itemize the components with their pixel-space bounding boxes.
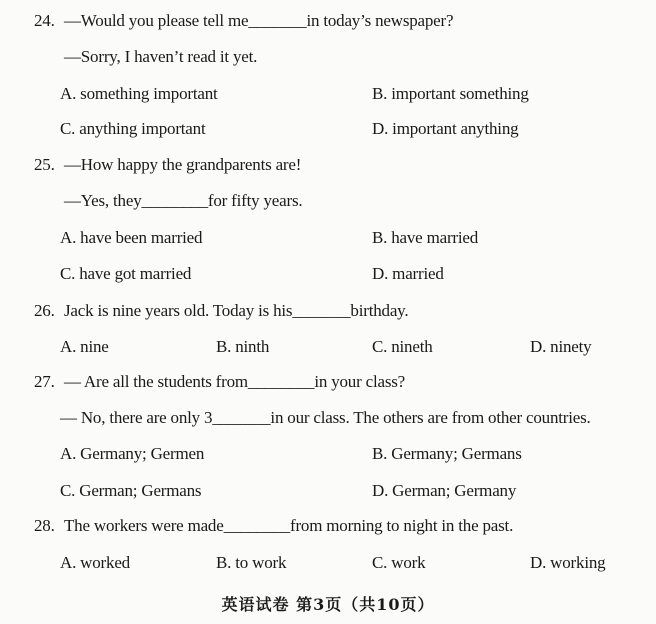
- question-25-option-b: B. have married: [372, 228, 479, 247]
- question-26-stem: 26. Jack is nine years old. Today is his_______birthday.: [34, 301, 409, 320]
- question-26-option-a: A. nine: [60, 337, 109, 356]
- question-27-reply: — No, there are only 3_______in our class. The others are from other countries.: [60, 408, 591, 427]
- question-number: 25.: [34, 155, 55, 174]
- question-24-option-d: D. important anything: [372, 119, 519, 138]
- question-number: 24.: [34, 11, 55, 30]
- question-27-option-d: D. German; Germany: [372, 481, 517, 500]
- question-27-option-a: A. Germany; Germen: [60, 444, 205, 463]
- question-number: 27.: [34, 372, 55, 391]
- question-number: 26.: [34, 301, 55, 320]
- question-26-option-d: D. ninety: [530, 337, 592, 356]
- question-28-option-d: D. working: [530, 553, 606, 572]
- question-25-stem: 25. —How happy the grandparents are!: [34, 155, 302, 174]
- question-25-option-c: C. have got married: [60, 264, 192, 283]
- question-24-stem: 24. —Would you please tell me_______in today’s newspaper?: [34, 11, 454, 30]
- question-24-reply: —Sorry, I haven’t read it yet.: [64, 47, 258, 66]
- question-27-stem: 27. — Are all the students from________in your class?: [34, 372, 405, 391]
- question-number: 28.: [34, 516, 55, 535]
- question-24-option-c: C. anything important: [60, 119, 206, 138]
- question-28-option-b: B. to work: [216, 553, 287, 572]
- question-26-option-c: C. nineth: [372, 337, 433, 356]
- question-27-option-c: C. German; Germans: [60, 481, 202, 500]
- question-28-stem: 28. The workers were made________from morning to night in the past.: [34, 516, 514, 535]
- question-28-option-a: A. worked: [60, 553, 130, 572]
- page-footer: 英语试卷 第3页（共10页）: [221, 595, 435, 614]
- question-28-option-c: C. work: [372, 553, 426, 572]
- question-24-option-b: B. important something: [372, 84, 529, 103]
- question-27-option-b: B. Germany; Germans: [372, 444, 522, 463]
- question-25-reply: —Yes, they________for fifty years.: [64, 191, 303, 210]
- question-25-option-a: A. have been married: [60, 228, 203, 247]
- question-25-option-d: D. married: [372, 264, 444, 283]
- question-24-option-a: A. something important: [60, 84, 218, 103]
- question-26-option-b: B. ninth: [216, 337, 270, 356]
